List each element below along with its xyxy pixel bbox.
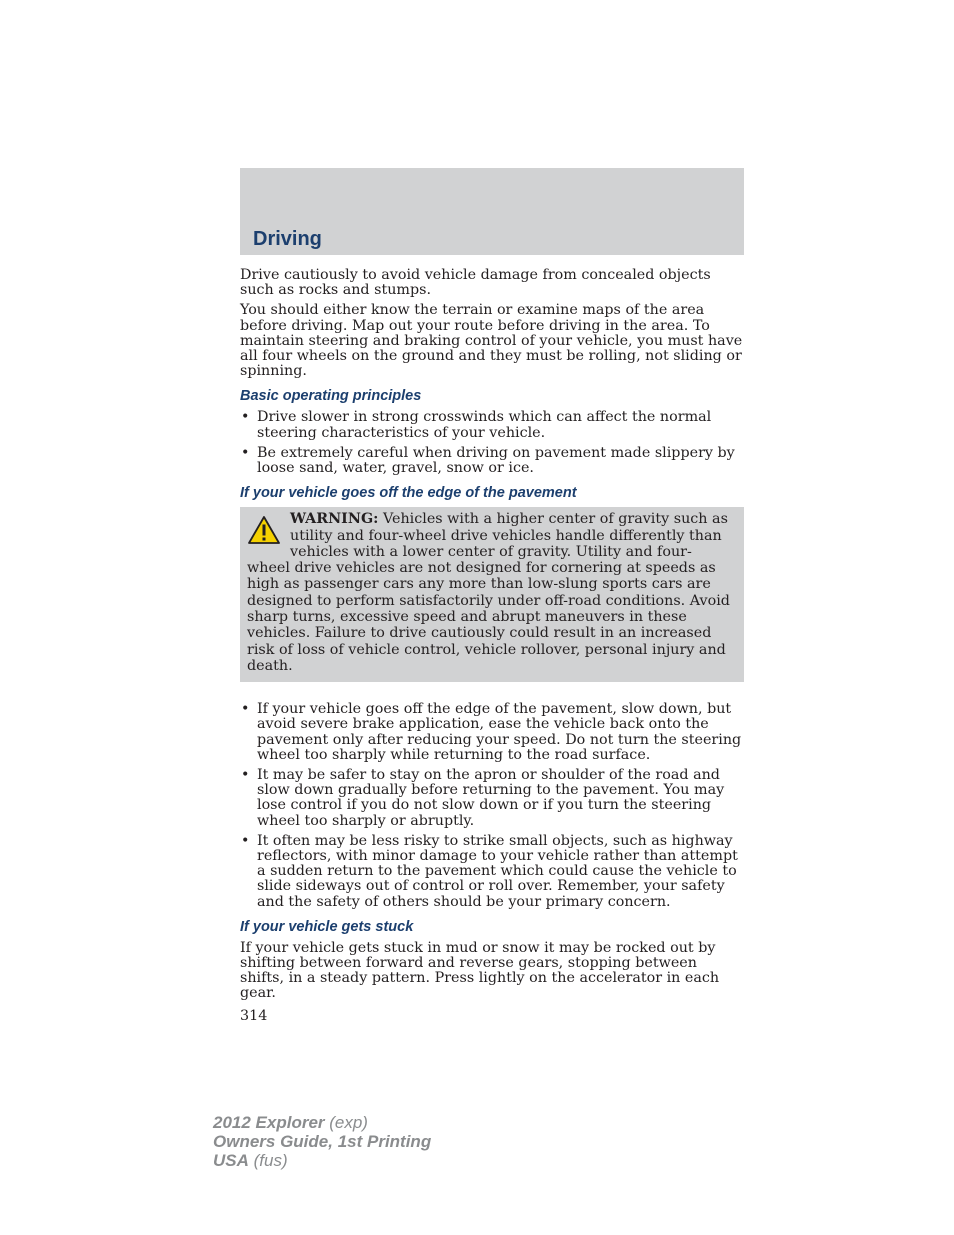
bullet-icon: • (241, 767, 250, 784)
warning-triangle-icon (247, 515, 281, 545)
warning-text: Vehicles with a higher center of gravity such as utility and four-wheel drive vehicles handle differently than vehicles with a lower center of gravity. Utility and four-wheel drive vehicles are not designed for cornering at speeds as high as passenger cars any more than low-slung sports cars are designed to perform satisfactorily under off-road conditions. Avoid sharp turns, excessive speed and abrupt maneuvers in these vehicles. Failure to drive cautiously could result in an increased risk of loss of vehicle control, vehicle rollover, personal injury and death. (247, 511, 730, 674)
section-title: Driving (253, 228, 322, 250)
footer-market-code: (fus) (248, 1151, 288, 1170)
intro-paragraph: You should either know the terrain or examine maps of the area before driving. Map out your route before driving in the area. To maintain steering and braking control of your vehicle, you must have all four wheels on the ground and they must be rolling, not sliding or spinning. (240, 302, 743, 380)
footer-model: 2012 Explorer (213, 1113, 325, 1132)
off-edge-list (240, 702, 744, 910)
list-item (240, 702, 744, 763)
intro-paragraph: Drive cautiously to avoid vehicle damage from concealed objects such as rocks and stumps. (240, 267, 711, 299)
bullet-icon: • (241, 409, 250, 426)
list-item-text: Drive slower in strong crosswinds which can affect the normal steering characteristics of your vehicle. (257, 409, 712, 441)
list-item-text: Be extremely careful when driving on pavement made slippery by loose sand, water, gravel, snow or ice. (257, 444, 735, 477)
page-content (240, 268, 744, 1024)
warning-label: WARNING: (290, 511, 379, 528)
footer-line-2: Owners Guide, 1st Printing (213, 1132, 432, 1151)
list-item-text: It often may be less risky to strike small objects, such as highway reflectors, with minor damage to your vehicle rather than attempt a sudden return to the pavement which could cause the vehicle to slide sideways out of control or roll over. Remember, your safety and the safety of others should be your primary concern. (257, 832, 738, 910)
footer-imprint (213, 1113, 431, 1170)
basic-principles-list (240, 410, 744, 476)
warning-box (240, 507, 744, 682)
list-item-text: It may be safer to stay on the apron or shoulder of the road and slow down gradually before returning to the pavement. You may lose control if you do not slow down or if you turn the steering wheel too sharply or abruptly. (257, 767, 725, 829)
list-item (240, 768, 744, 829)
page-number: 314 (240, 1007, 268, 1024)
list-item (240, 446, 744, 476)
list-item (240, 834, 744, 910)
bullet-icon: • (241, 701, 250, 718)
footer-line-3 (213, 1151, 431, 1170)
footer-model-code: (exp) (324, 1113, 368, 1132)
subheading-off-edge: If your vehicle goes off the edge of the pavement (240, 485, 577, 502)
section-header-band (240, 168, 744, 255)
bullet-icon: • (241, 832, 250, 849)
subheading-gets-stuck: If your vehicle gets stuck (240, 918, 414, 935)
subheading-basic-principles: Basic operating principles (240, 388, 422, 405)
list-item-text: If your vehicle goes off the edge of the pavement, slow down, but avoid severe brake application, ease the vehicle back onto the pavement only after reducing your speed. Do not turn the steering wheel too sharply while returning to the road surface. (257, 701, 742, 763)
footer-line-1 (213, 1113, 431, 1132)
stuck-paragraph: If your vehicle gets stuck in mud or snow it may be rocked out by shifting between forward and reverse gears, stopping between shifts, in a steady pattern. Press lightly on the accelerator in each gear. (240, 939, 720, 1002)
bullet-icon: • (241, 444, 250, 461)
footer-market: USA (213, 1151, 249, 1170)
list-item (240, 410, 744, 440)
